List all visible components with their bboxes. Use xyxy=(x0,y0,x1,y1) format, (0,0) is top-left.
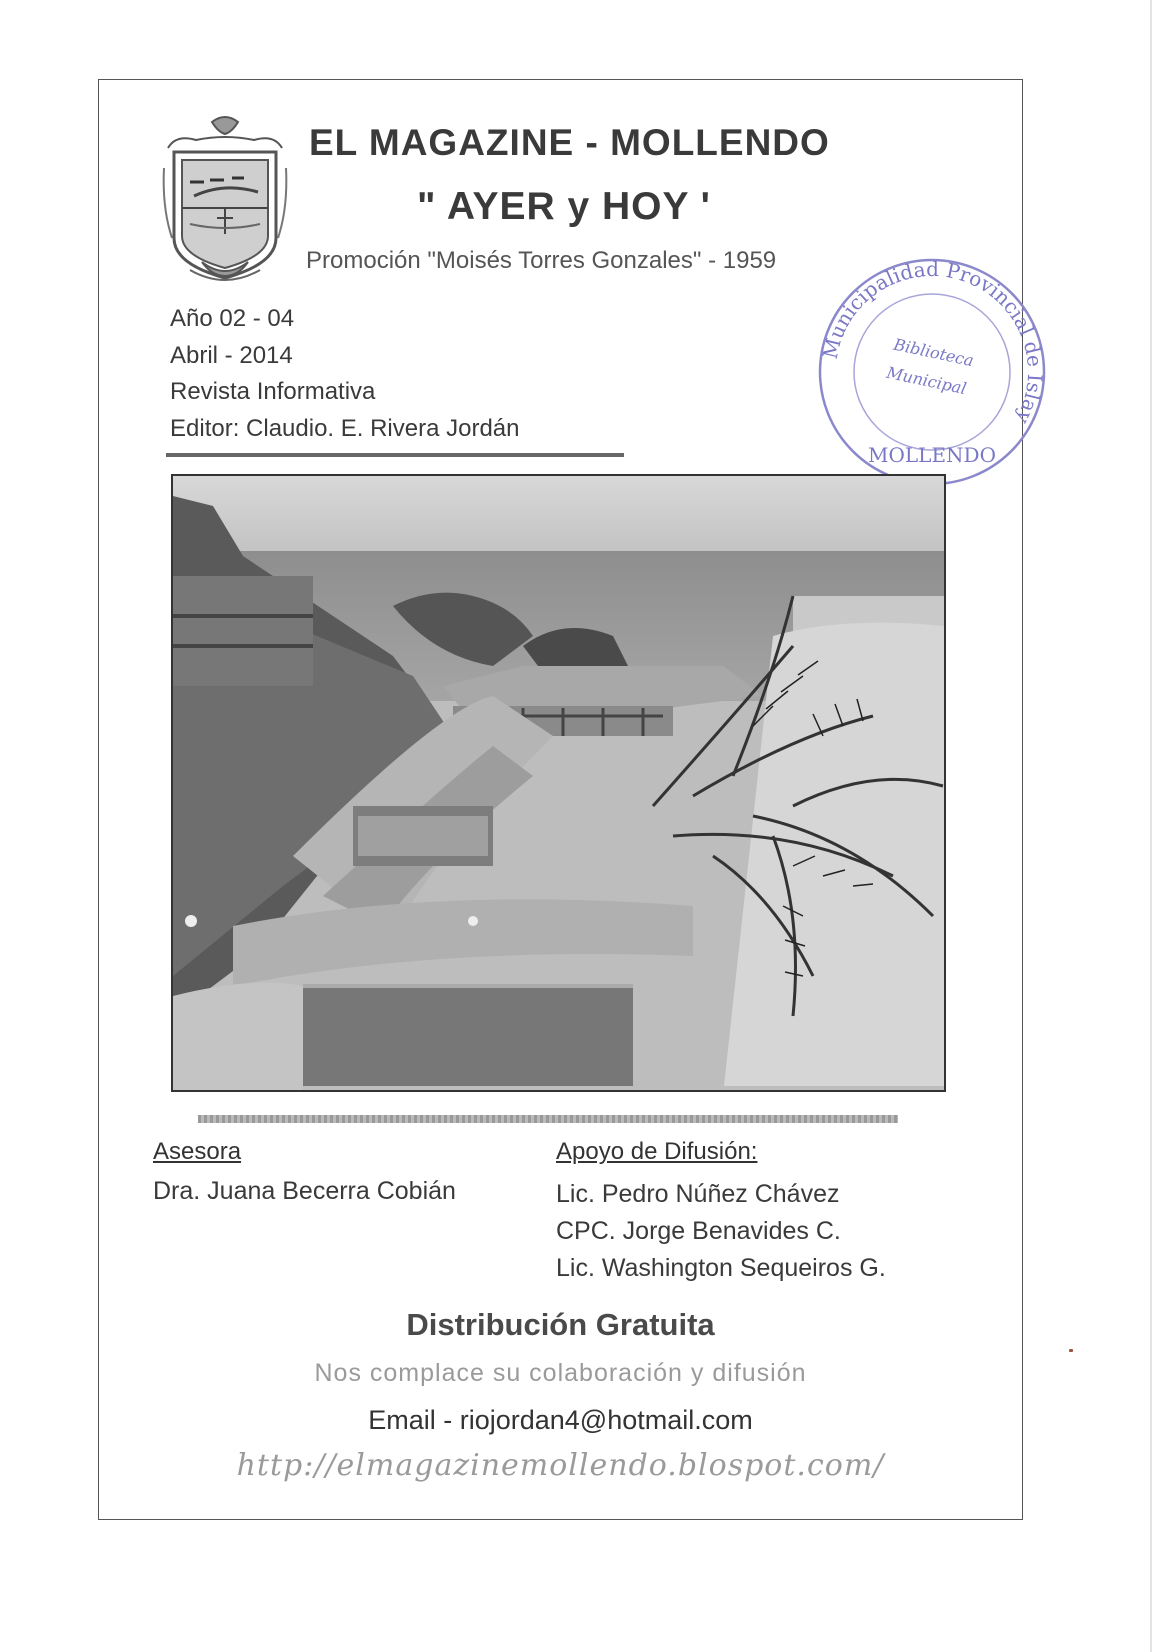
apoyo-heading: Apoyo de Difusión: xyxy=(556,1138,758,1165)
coastal-photo xyxy=(171,474,946,1092)
stamp-ring-path: Municipalidad Provincial de Islay xyxy=(817,256,1048,428)
section-divider xyxy=(198,1115,898,1123)
magazine-title: EL MAGAZINE - MOLLENDO xyxy=(309,122,830,163)
publication-type: Revista Informativa xyxy=(170,378,376,405)
stamp-city: MOLLENDO xyxy=(868,443,996,467)
asesora-name: Dra. Juana Becerra Cobián xyxy=(153,1177,456,1205)
promotion-line: Promoción "Moisés Torres Gonzales" - 1959 xyxy=(306,247,777,274)
blog-url: http://elmagazinemollendo.blospot.com/ xyxy=(236,1448,885,1483)
stamp-line-municipal: Municipal xyxy=(884,362,969,399)
coastal-photo-drawing xyxy=(173,476,944,1090)
magazine-subtitle: " AYER y HOY ' xyxy=(417,185,711,228)
apoyo-name: Lic. Pedro Núñez Chávez xyxy=(556,1180,840,1208)
asesora-heading: Asesora xyxy=(153,1138,242,1165)
editor-underline xyxy=(166,453,624,457)
apoyo-name: Lic. Washington Sequeiros G. xyxy=(556,1254,886,1282)
issue-number: Año 02 - 04 xyxy=(170,305,295,332)
scan-speck xyxy=(1069,1349,1073,1352)
stamp-line-biblioteca: Biblioteca xyxy=(891,334,976,371)
collaboration-note: Nos complace su colaboración y difusión xyxy=(314,1359,807,1387)
coat-of-arms-emblem xyxy=(160,112,290,288)
distribution-heading: Distribución Gratuita xyxy=(406,1307,715,1342)
scan-edge xyxy=(1150,0,1152,1652)
editor-line: Editor: Claudio. E. Rivera Jordán xyxy=(170,415,520,442)
email-line: Email - riojordan4@hotmail.com xyxy=(368,1405,753,1435)
apoyo-name: CPC. Jorge Benavides C. xyxy=(556,1217,841,1245)
issue-date: Abril - 2014 xyxy=(170,342,293,369)
